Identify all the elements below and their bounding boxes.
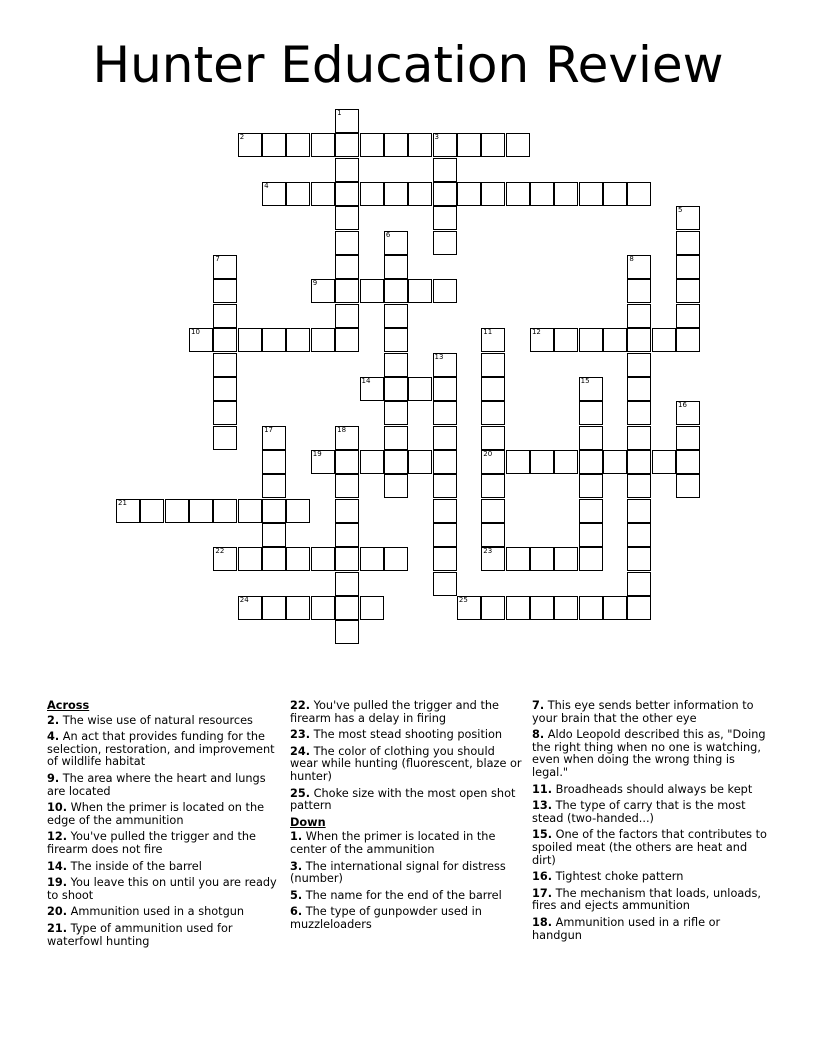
crossword-cell[interactable] <box>676 304 700 328</box>
crossword-cell[interactable] <box>335 109 359 133</box>
clue-across-9 <box>47 773 282 798</box>
clue-number: 14. <box>47 859 68 873</box>
clue-across-19 <box>47 877 282 902</box>
crossword-cell[interactable] <box>335 133 359 157</box>
clue-number: 23. <box>290 728 311 742</box>
cell-number: 9 <box>312 279 318 288</box>
clue-down-16 <box>532 871 767 884</box>
clue-text: You've pulled the trigger and the firearm has a delay in firing <box>290 699 499 725</box>
crossword-cell[interactable] <box>262 450 286 474</box>
crossword-cell[interactable] <box>384 328 408 352</box>
clue-down-7 <box>532 700 767 725</box>
crossword-cell[interactable] <box>627 304 651 328</box>
clue-text: Tightest choke pattern <box>552 870 684 884</box>
clue-text: When the primer is located on the edge of the ammunition <box>47 801 265 827</box>
crossword-cell[interactable] <box>384 547 408 571</box>
cell-number: 10 <box>191 328 200 337</box>
cell-number: 22 <box>215 547 225 556</box>
crossword-cell[interactable] <box>627 279 651 303</box>
crossword-cell[interactable] <box>360 182 384 206</box>
clue-text: Broadheads should always be kept <box>552 782 753 796</box>
clue-number: 3. <box>290 859 303 873</box>
crossword-cell[interactable] <box>335 304 359 328</box>
clue-number: 19. <box>47 876 68 890</box>
cell-number: 4 <box>264 182 269 191</box>
clues-column-2 <box>290 700 525 936</box>
crossword-cell[interactable] <box>335 328 359 352</box>
clue-number: 7. <box>532 699 545 712</box>
clue-text: The type of carry that is the most stead (two-handed...) <box>532 799 746 825</box>
crossword-cell[interactable] <box>286 133 310 157</box>
crossword-cell[interactable] <box>676 279 700 303</box>
crossword-cell[interactable] <box>579 182 603 206</box>
crossword-cell[interactable] <box>676 231 700 255</box>
crossword-cell[interactable] <box>213 279 237 303</box>
crossword-cell[interactable] <box>116 499 140 523</box>
crossword-cell[interactable] <box>579 401 603 425</box>
clue-down-11 <box>532 784 767 797</box>
clue-text: The area where the heart and lungs are located <box>47 771 266 798</box>
crossword-cell[interactable] <box>433 547 457 571</box>
clue-text: One of the factors that contributes to spoiled meat (the others are heat and dirt) <box>532 828 767 867</box>
crossword-cell[interactable] <box>554 328 578 352</box>
crossword-cell[interactable] <box>335 255 359 279</box>
crossword-cell[interactable] <box>335 620 359 644</box>
crossword-cell[interactable] <box>286 499 310 523</box>
clue-text: You leave this on until you are ready to shoot <box>47 876 277 902</box>
crossword-cell[interactable] <box>627 474 651 498</box>
crossword-cell[interactable] <box>481 353 505 377</box>
crossword-cell[interactable] <box>457 133 481 157</box>
crossword-cell[interactable] <box>627 572 651 596</box>
crossword-cell[interactable] <box>335 596 359 620</box>
clue-number: 17. <box>532 886 553 900</box>
cell-number: 25 <box>458 596 468 604</box>
crossword-cell[interactable] <box>481 474 505 498</box>
crossword-cell[interactable] <box>506 596 530 620</box>
crossword-cell[interactable] <box>433 474 457 498</box>
clue-text: Aldo Leopold described this as, "Doing the right thing when no one is watching, even when doing the wrong thing is legal." <box>532 728 766 779</box>
clue-down-13 <box>532 800 767 825</box>
clue-number: 15. <box>532 828 553 842</box>
clue-text: When the primer is located in the center of the ammunition <box>290 830 496 856</box>
crossword-cell[interactable] <box>335 572 359 596</box>
clue-number: 5. <box>290 888 303 902</box>
crossword-cell[interactable] <box>262 547 286 571</box>
cell-number: 5 <box>678 206 683 215</box>
crossword-cell[interactable] <box>262 474 286 498</box>
cell-number: 16 <box>678 401 687 410</box>
clue-text: The mechanism that loads, unloads, fires and ejects ammunition <box>532 886 761 913</box>
crossword-cell[interactable] <box>433 158 457 182</box>
crossword-cell[interactable] <box>384 401 408 425</box>
crossword-cell[interactable] <box>433 182 457 206</box>
clue-number: 4. <box>47 730 60 744</box>
crossword-cell[interactable] <box>213 401 237 425</box>
crossword-cell[interactable] <box>652 328 676 352</box>
clue-number: 20. <box>47 905 68 919</box>
crossword-cell[interactable] <box>384 377 408 401</box>
clue-down-6 <box>290 906 525 931</box>
clue-number: 9. <box>47 771 60 785</box>
crossword-cell[interactable] <box>627 547 651 571</box>
crossword-cell[interactable] <box>335 158 359 182</box>
crossword-cell[interactable] <box>481 182 505 206</box>
crossword-cell[interactable] <box>652 450 676 474</box>
crossword-cell[interactable] <box>579 474 603 498</box>
clue-number: 16. <box>532 870 553 884</box>
cell-number: 3 <box>434 133 440 142</box>
crossword-cell[interactable] <box>506 182 530 206</box>
crossword-cell[interactable] <box>603 596 627 620</box>
clue-number: 13. <box>532 799 553 813</box>
clue-number: 24. <box>290 744 311 758</box>
crossword-cell[interactable] <box>165 499 189 523</box>
crossword-cell[interactable] <box>481 523 505 547</box>
crossword-cell[interactable] <box>311 450 335 474</box>
crossword-cell[interactable] <box>676 401 700 425</box>
crossword-cell[interactable] <box>311 182 335 206</box>
crossword-cell[interactable] <box>481 450 505 474</box>
crossword-cell[interactable] <box>262 328 286 352</box>
cell-number: 7 <box>215 255 220 264</box>
crossword-cell[interactable] <box>262 133 286 157</box>
crossword-cell[interactable] <box>238 596 262 620</box>
crossword-cell[interactable] <box>335 206 359 230</box>
crossword-cell[interactable] <box>360 547 384 571</box>
crossword-cell[interactable] <box>286 182 310 206</box>
cell-number: 12 <box>531 328 541 337</box>
clue-across-12 <box>47 831 282 856</box>
cell-number: 21 <box>118 498 127 507</box>
crossword-cell[interactable] <box>360 279 384 303</box>
crossword-cell[interactable] <box>213 255 237 279</box>
cell-number: 2 <box>239 133 245 142</box>
crossword-cell[interactable] <box>481 401 505 425</box>
crossword-cell[interactable] <box>676 450 700 474</box>
clue-across-25 <box>290 788 525 813</box>
clue-down-15 <box>532 829 767 867</box>
clue-down-18 <box>532 917 767 942</box>
crossword-cell[interactable] <box>408 377 432 401</box>
crossword-cell[interactable] <box>384 474 408 498</box>
crossword-cell[interactable] <box>579 328 603 352</box>
crossword-cell[interactable] <box>530 450 554 474</box>
cell-number: 20 <box>483 449 493 458</box>
crossword-cell[interactable] <box>384 450 408 474</box>
crossword-cell[interactable] <box>311 547 335 571</box>
crossword-cell[interactable] <box>603 328 627 352</box>
clue-number: 8. <box>532 728 545 742</box>
crossword-cell[interactable] <box>676 474 700 498</box>
crossword-cell[interactable] <box>506 547 530 571</box>
crossword-cell[interactable] <box>579 426 603 450</box>
crossword-cell[interactable] <box>627 401 651 425</box>
crossword-cell[interactable] <box>262 499 286 523</box>
clue-text: This eye sends better information to your brain that the other eye <box>532 699 754 725</box>
crossword-cell[interactable] <box>384 255 408 279</box>
clue-number: 25. <box>290 786 311 800</box>
crossword-cell[interactable] <box>238 499 262 523</box>
clue-down-3 <box>290 861 525 886</box>
crossword-cell[interactable] <box>213 304 237 328</box>
clue-across-20 <box>47 906 282 919</box>
crossword-cell[interactable] <box>335 450 359 474</box>
cell-number: 15 <box>580 376 590 385</box>
crossword-cell[interactable] <box>335 474 359 498</box>
crossword-cell[interactable] <box>627 499 651 523</box>
crossword-cell[interactable] <box>311 596 335 620</box>
crossword-cell[interactable] <box>627 328 651 352</box>
cell-number: 1 <box>337 109 342 117</box>
clue-across-14 <box>47 861 282 874</box>
clue-number: 21. <box>47 921 68 935</box>
crossword-cell[interactable] <box>457 596 481 620</box>
crossword-cell[interactable] <box>530 596 554 620</box>
crossword-cell[interactable] <box>506 133 530 157</box>
crossword-cell[interactable] <box>433 133 457 157</box>
crossword-cell[interactable] <box>627 353 651 377</box>
crossword-cell[interactable] <box>481 377 505 401</box>
clue-text: Ammunition used in a rifle or handgun <box>532 915 721 942</box>
crossword-cell[interactable] <box>286 596 310 620</box>
clue-text: The name for the end of the barrel <box>302 888 502 902</box>
cell-number: 18 <box>337 425 347 434</box>
cell-number: 24 <box>239 596 249 604</box>
crossword-cell[interactable] <box>286 328 310 352</box>
crossword-cell[interactable] <box>262 182 286 206</box>
crossword-cell[interactable] <box>384 304 408 328</box>
clue-number: 6. <box>290 905 303 919</box>
crossword-cell[interactable] <box>433 279 457 303</box>
clue-number: 18. <box>532 915 553 929</box>
crossword-cell[interactable] <box>384 353 408 377</box>
crossword-cell[interactable] <box>579 596 603 620</box>
clue-text: You've pulled the trigger and the firearm does not fire <box>47 830 256 856</box>
crossword-cell[interactable] <box>238 328 262 352</box>
crossword-cell[interactable] <box>311 279 335 303</box>
clue-across-4 <box>47 731 282 769</box>
crossword-cell[interactable] <box>676 426 700 450</box>
clue-number: 12. <box>47 830 68 844</box>
crossword-cell[interactable] <box>676 206 700 230</box>
crossword-cell[interactable] <box>311 328 335 352</box>
crossword-cell[interactable] <box>481 596 505 620</box>
crossword-cell[interactable] <box>676 255 700 279</box>
crossword-cell[interactable] <box>384 182 408 206</box>
cell-number: 23 <box>483 547 493 556</box>
crossword-cell[interactable] <box>360 596 384 620</box>
crossword-cell[interactable] <box>554 547 578 571</box>
crossword-cell[interactable] <box>335 547 359 571</box>
crossword-cell[interactable] <box>481 133 505 157</box>
clue-text: The international signal for distress (number) <box>290 859 506 886</box>
crossword-cell[interactable] <box>433 353 457 377</box>
crossword-cell[interactable] <box>433 206 457 230</box>
crossword-cell[interactable] <box>213 426 237 450</box>
clue-down-8 <box>532 729 767 779</box>
crossword-cell[interactable] <box>335 231 359 255</box>
clue-text: Ammunition used in a shotgun <box>67 905 245 919</box>
clue-across-22 <box>290 700 525 725</box>
crossword-cell[interactable] <box>530 328 554 352</box>
across-heading: Across <box>47 699 90 712</box>
clue-text: Type of ammunition used for waterfowl hunting <box>47 921 233 948</box>
crossword-cell[interactable] <box>384 426 408 450</box>
clue-text: An act that provides funding for the selection, restoration, and improvement of wildlife habitat <box>47 730 275 769</box>
crossword-cell[interactable] <box>481 499 505 523</box>
crossword-cell[interactable] <box>627 596 651 620</box>
crossword-cell[interactable] <box>433 401 457 425</box>
crossword-cell[interactable] <box>408 450 432 474</box>
crossword-cell[interactable] <box>433 499 457 523</box>
clue-number: 1. <box>290 830 303 844</box>
clue-down-1 <box>290 831 525 856</box>
crossword-cell[interactable] <box>506 450 530 474</box>
cell-number: 6 <box>385 230 391 239</box>
crossword-cell[interactable] <box>481 328 505 352</box>
crossword-cell[interactable] <box>579 547 603 571</box>
crossword-cell[interactable] <box>335 182 359 206</box>
crossword-cell[interactable] <box>384 231 408 255</box>
crossword-cell[interactable] <box>603 450 627 474</box>
crossword-cell[interactable] <box>530 182 554 206</box>
crossword-cell[interactable] <box>140 499 164 523</box>
clue-text: The color of clothing you should wear while hunting (fluorescent, blaze or hunter) <box>290 744 522 783</box>
clue-text: The inside of the barrel <box>67 859 202 873</box>
clue-across-10 <box>47 802 282 827</box>
crossword-cell[interactable] <box>360 133 384 157</box>
clue-across-24 <box>290 746 525 784</box>
crossword-cell[interactable] <box>481 547 505 571</box>
clue-across-2 <box>47 715 282 728</box>
crossword-cell[interactable] <box>530 547 554 571</box>
crossword-cell[interactable] <box>676 328 700 352</box>
crossword-cell[interactable] <box>262 523 286 547</box>
clue-text: The type of gunpowder used in muzzleloaders <box>290 905 482 931</box>
crossword-cell[interactable] <box>457 182 481 206</box>
clue-down-17 <box>532 888 767 913</box>
clue-text: The most stead shooting position <box>310 728 503 742</box>
clue-text: Choke size with the most open shot pattern <box>290 786 516 813</box>
crossword-cell[interactable] <box>335 499 359 523</box>
crossword-cell[interactable] <box>213 499 237 523</box>
clue-text: The wise use of natural resources <box>59 713 253 727</box>
crossword-cell[interactable] <box>262 426 286 450</box>
crossword-cell[interactable] <box>311 133 335 157</box>
crossword-cell[interactable] <box>627 182 651 206</box>
crossword-cell[interactable] <box>579 377 603 401</box>
clue-across-23 <box>290 729 525 742</box>
clues-column-3 <box>532 700 767 946</box>
crossword-cell[interactable] <box>481 426 505 450</box>
crossword-cell[interactable] <box>554 596 578 620</box>
clue-number: 22. <box>290 699 311 712</box>
crossword-cell[interactable] <box>554 182 578 206</box>
down-heading: Down <box>290 815 326 829</box>
cell-number: 19 <box>312 449 322 458</box>
crossword-cell[interactable] <box>335 279 359 303</box>
crossword-cell[interactable] <box>286 547 310 571</box>
clue-number: 10. <box>47 801 68 815</box>
crossword-cell[interactable] <box>627 523 651 547</box>
crossword-cell[interactable] <box>384 133 408 157</box>
crossword-cell[interactable] <box>238 547 262 571</box>
page-title: Hunter Education Review <box>92 36 724 94</box>
crossword-cell[interactable] <box>579 523 603 547</box>
cell-number: 14 <box>361 376 371 385</box>
clue-number: 2. <box>47 713 60 727</box>
crossword-cell[interactable] <box>213 547 237 571</box>
crossword-cell[interactable] <box>603 182 627 206</box>
crossword-cell[interactable] <box>433 231 457 255</box>
crossword-cell[interactable] <box>627 377 651 401</box>
crossword-cell[interactable] <box>579 450 603 474</box>
clues-column-1 <box>47 700 282 952</box>
crossword-cell[interactable] <box>554 450 578 474</box>
crossword-cell[interactable] <box>433 426 457 450</box>
crossword-cell[interactable] <box>433 377 457 401</box>
clue-across-21 <box>47 923 282 948</box>
cell-number: 11 <box>483 328 493 337</box>
clue-number: 11. <box>532 782 553 796</box>
crossword-cell[interactable] <box>360 377 384 401</box>
crossword-cell[interactable] <box>213 328 237 352</box>
crossword-cell[interactable] <box>579 499 603 523</box>
crossword-cell[interactable] <box>213 353 237 377</box>
clue-down-5 <box>290 890 525 903</box>
crossword-cell[interactable] <box>238 133 262 157</box>
crossword-cell[interactable] <box>627 426 651 450</box>
crossword-cell[interactable] <box>627 255 651 279</box>
crossword-cell[interactable] <box>262 596 286 620</box>
crossword-cell[interactable] <box>408 182 432 206</box>
crossword-cell[interactable] <box>360 450 384 474</box>
crossword-cell[interactable] <box>189 328 213 352</box>
crossword-cell[interactable] <box>213 377 237 401</box>
crossword-cell[interactable] <box>335 523 359 547</box>
crossword-cell[interactable] <box>408 133 432 157</box>
crossword-cell[interactable] <box>433 523 457 547</box>
cell-number: 17 <box>264 425 274 434</box>
crossword-cell[interactable] <box>433 572 457 596</box>
crossword-cell[interactable] <box>433 450 457 474</box>
crossword-cell[interactable] <box>189 499 213 523</box>
cell-number: 13 <box>434 352 444 361</box>
crossword-cell[interactable] <box>384 279 408 303</box>
crossword-cell[interactable] <box>408 279 432 303</box>
crossword-cell[interactable] <box>627 450 651 474</box>
crossword-cell[interactable] <box>335 426 359 450</box>
cell-number: 8 <box>629 255 634 264</box>
